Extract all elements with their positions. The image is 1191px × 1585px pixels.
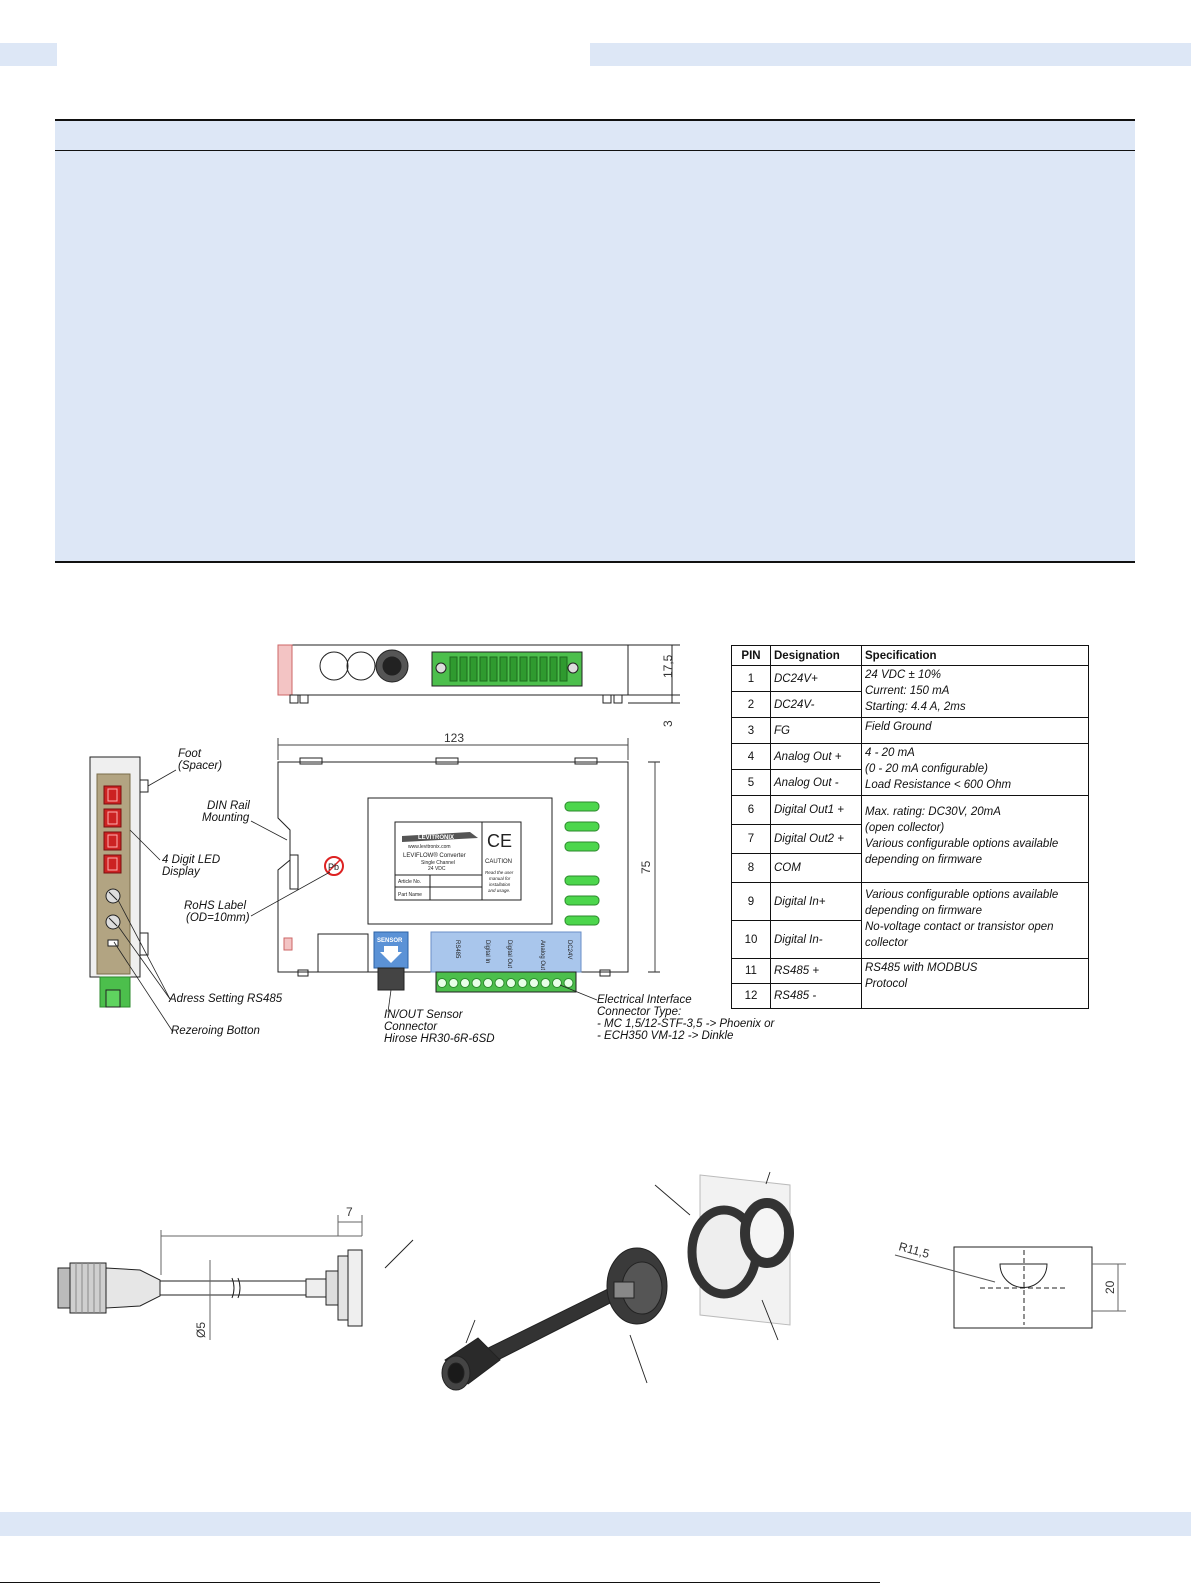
status-led <box>565 802 599 811</box>
pin-number: 12 <box>732 984 771 1009</box>
spec-digital-out-3: Various configurable options available <box>865 838 1059 850</box>
spec-rs485 <box>862 959 1089 1009</box>
pin-designation: Analog Out + <box>771 744 862 770</box>
rohs-mark: Pb <box>328 862 340 872</box>
pin-table-header <box>732 646 1089 666</box>
terminal-slot <box>550 657 557 681</box>
label-electrical-3: - MC 1,5/12-STF-3,5 -> Phoenix or <box>597 1018 775 1030</box>
terminal-label: DC24V <box>566 940 572 960</box>
label-foot-2: (Spacer) <box>178 760 223 772</box>
spec-analog-2: (0 - 20 mA configurable) <box>865 763 988 775</box>
label-article: Article No. <box>398 879 422 885</box>
status-led <box>565 822 599 831</box>
header-pin: PIN <box>732 646 771 666</box>
ce-mark: CE <box>487 831 513 851</box>
terminal-slot <box>490 657 497 681</box>
pin-designation: DC24V+ <box>771 666 862 692</box>
label-caution-3: installation <box>489 882 511 887</box>
section-header-rule <box>55 150 1135 151</box>
pin-designation: RS485 + <box>771 959 862 984</box>
dim-height-text: 75 <box>639 860 653 874</box>
footer-rule <box>0 1582 880 1583</box>
terminal-screw <box>507 979 516 988</box>
terminal-screw <box>449 979 458 988</box>
spec-analog-1: 4 - 20 mA <box>865 747 915 759</box>
spec-fg: Field Ground <box>862 718 1089 744</box>
pin-designation: Digital In+ <box>771 883 862 921</box>
label-address: Adress Setting RS485 <box>169 993 283 1005</box>
status-led <box>565 876 599 885</box>
dim-cutout-height: 20 <box>1103 1280 1117 1294</box>
section-top-rule <box>55 119 1135 121</box>
terminal-slot <box>540 657 547 681</box>
pin-number: 7 <box>732 825 771 854</box>
pin-designation: Digital In- <box>771 921 862 959</box>
terminal-slot <box>450 657 457 681</box>
terminal-screw <box>553 979 562 988</box>
pin-row <box>732 718 1089 744</box>
terminal-slot <box>480 657 487 681</box>
terminal-screw <box>472 979 481 988</box>
pin-number: 8 <box>732 854 771 883</box>
status-led <box>565 896 599 905</box>
terminal-screw <box>484 979 493 988</box>
terminal-slot <box>510 657 517 681</box>
section-body-band <box>55 150 1135 562</box>
label-caution-4: and usage. <box>488 888 511 893</box>
pin-row <box>732 666 1089 692</box>
pin-number: 3 <box>732 718 771 744</box>
spec-digital-in-2: depending on firmware <box>865 905 982 917</box>
status-led <box>565 842 599 851</box>
terminal-screw <box>541 979 550 988</box>
pin-number: 6 <box>732 796 771 825</box>
header-band-right <box>590 43 1191 66</box>
label-caution: CAUTION <box>485 859 512 865</box>
section-header-band <box>55 120 1135 150</box>
sensor-tab-text: SENSOR <box>377 938 403 944</box>
label-din-1: DIN Rail <box>207 800 250 812</box>
spec-power-1: 24 VDC ± 10% <box>865 669 941 681</box>
spec-power-3: Starting: 4.4 A, 2ms <box>865 701 966 713</box>
terminal-slot <box>460 657 467 681</box>
label-brand: LEVITRONIX <box>418 835 455 841</box>
terminal-slot <box>500 657 507 681</box>
footer-band <box>0 1512 1191 1536</box>
label-sensor-2: Connector <box>384 1021 438 1033</box>
label-sensor-3: Hirose HR30-6R-6SD <box>384 1033 495 1045</box>
label-electrical-4: - ECH350 VM-12 -> Dinkle <box>597 1030 734 1042</box>
label-rohs-2: (OD=10mm) <box>186 912 250 924</box>
terminal-label: Digital In <box>484 940 490 964</box>
spec-digital-in-4: collector <box>865 937 908 949</box>
label-caution-2: manual for <box>489 876 511 881</box>
dim-top-height: 17,5 <box>661 654 675 678</box>
top-view <box>278 645 680 703</box>
terminal-screw <box>518 979 527 988</box>
pin-designation: RS485 - <box>771 984 862 1009</box>
label-voltage: 24 VDC <box>428 866 446 872</box>
pin-row <box>732 883 1089 921</box>
pin-designation: Analog Out - <box>771 770 862 796</box>
device-drawing <box>0 630 800 1060</box>
label-electrical-2: Connector Type: <box>597 1006 682 1018</box>
pin-designation: Digital Out2 + <box>771 825 862 854</box>
label-sensor-1: IN/OUT Sensor <box>384 1009 463 1021</box>
cable-drawing <box>40 1195 430 1355</box>
status-led <box>565 916 599 925</box>
pin-table <box>731 645 1089 1009</box>
spec-digital-in-1: Various configurable options available <box>865 889 1059 901</box>
dim-width-text: 123 <box>444 731 465 745</box>
spec-analog-3: Load Resistance < 600 Ohm <box>865 779 1012 791</box>
section-bottom-rule <box>55 561 1135 563</box>
dim-top-foot: 3 <box>661 720 675 727</box>
pin-number: 11 <box>732 959 771 984</box>
label-led-2: Display <box>162 866 200 878</box>
label-rezero: Rezeroing Botton <box>171 1025 260 1037</box>
spec-power <box>862 666 1089 718</box>
pin-row <box>732 959 1089 984</box>
header-designation: Designation <box>771 646 862 666</box>
label-electrical-1: Electrical Interface <box>597 994 692 1006</box>
label-foot-1: Foot <box>178 748 202 760</box>
label-caution-1: Read the user <box>485 870 514 875</box>
terminal-slot <box>560 657 567 681</box>
label-website: www.levitronix.com <box>408 844 451 850</box>
label-part: Part Name <box>398 892 422 898</box>
spec-digital-out-4: depending on firmware <box>865 854 982 866</box>
spec-digital-out-2: (open collector) <box>865 822 945 834</box>
pin-number: 2 <box>732 692 771 718</box>
spec-rs485-2: Protocol <box>865 978 908 990</box>
header-specification: Specification <box>862 646 1089 666</box>
terminal-label: Digital Out <box>506 940 512 969</box>
terminal-slot <box>530 657 537 681</box>
pin-row <box>732 796 1089 825</box>
spec-digital-in-3: No-voltage contact or transistor open <box>865 921 1054 933</box>
terminal-screw <box>438 979 447 988</box>
pin-designation: COM <box>771 854 862 883</box>
pin-number: 9 <box>732 883 771 921</box>
pin-number: 1 <box>732 666 771 692</box>
cable-isometric <box>430 1165 810 1400</box>
spec-analog <box>862 744 1089 796</box>
terminal-screw <box>564 979 573 988</box>
terminal-screw <box>461 979 470 988</box>
pin-designation: Digital Out1 + <box>771 796 862 825</box>
dim-diameter: Ø5 <box>194 1321 208 1338</box>
header-band-left <box>0 43 57 66</box>
dim-flange: 7 <box>346 1205 353 1219</box>
spec-rs485-1: RS485 with MODBUS <box>865 962 978 974</box>
spec-power-2: Current: 150 mA <box>865 685 950 697</box>
terminal-slot <box>520 657 527 681</box>
terminal-label: RS485 <box>454 940 460 959</box>
spec-digital-out-1: Max. rating: DC30V, 20mA <box>865 806 1001 818</box>
terminal-screw <box>495 979 504 988</box>
pin-number: 5 <box>732 770 771 796</box>
terminal-screw <box>530 979 539 988</box>
spec-digital-out <box>862 796 1089 883</box>
terminal-label: Analog Out <box>539 940 545 971</box>
pin-number: 4 <box>732 744 771 770</box>
dim-radius: R11,5 <box>897 1239 931 1261</box>
cutout-drawing <box>880 1230 1130 1340</box>
terminal-slot <box>470 657 477 681</box>
spec-digital-in <box>862 883 1089 959</box>
label-din-2: Mounting <box>202 812 250 824</box>
pin-row <box>732 744 1089 770</box>
label-led-1: 4 Digit LED <box>162 854 221 866</box>
label-product: LEVIFLOW® Converter <box>403 853 466 859</box>
pin-number: 10 <box>732 921 771 959</box>
label-rohs-1: RoHS Label <box>184 900 247 912</box>
pin-designation: DC24V- <box>771 692 862 718</box>
label-channel: Single Channel <box>421 860 455 866</box>
pin-designation: FG <box>771 718 862 744</box>
